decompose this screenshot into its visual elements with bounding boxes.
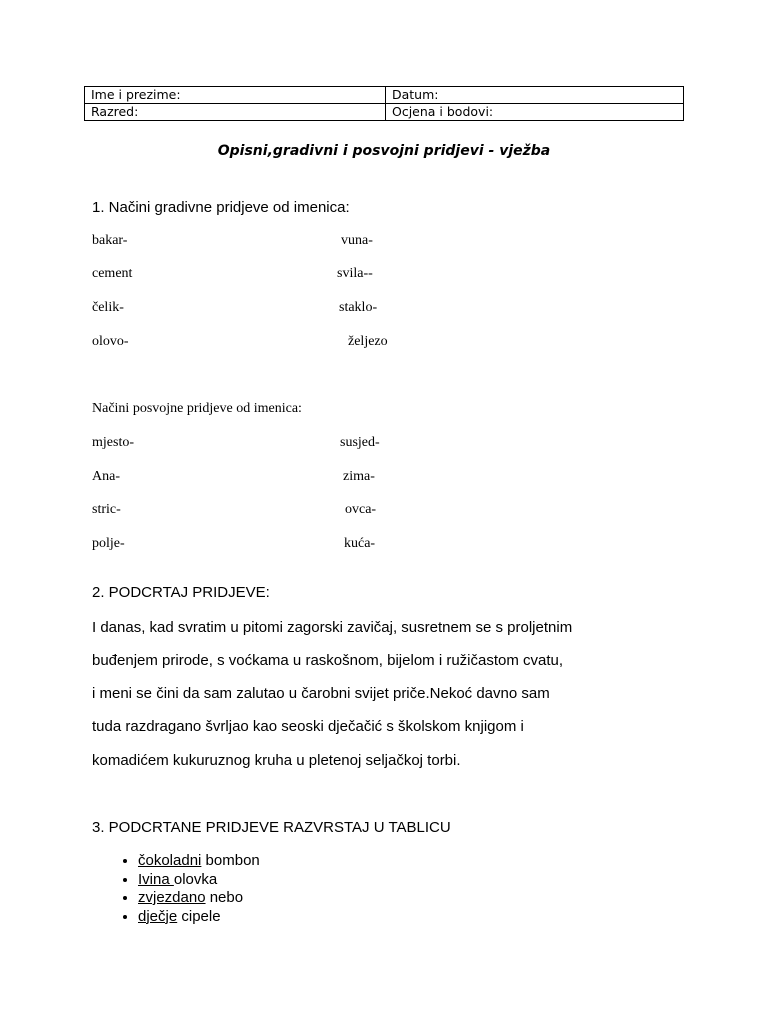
date-label: Datum: (386, 87, 684, 104)
name-label: Ime i prezime: (85, 87, 386, 104)
task1-right-word: staklo- (339, 300, 378, 315)
underlined-adjective: Ivina (138, 870, 174, 888)
noun: nebo (205, 889, 244, 906)
task1-left-word: bakar- (92, 233, 128, 248)
task1b-left-word: Ana- (92, 469, 120, 484)
task1b-right-word: kuća- (344, 536, 376, 551)
paragraph-line: komadićem kukuruznog kruha u pletenoj seljačkoj torbi. (92, 752, 461, 769)
task1b-heading: Načini posvojne pridjeve od imenica: (92, 401, 302, 416)
grade-label: Ocjena i bodovi: (386, 104, 684, 121)
task1b-right-word: ovca- (345, 502, 377, 517)
paragraph-line: I danas, kad svratim u pitomi zagorski zavičaj, susretnem se s proljetnim (92, 619, 573, 636)
task1-left-word: cement (92, 266, 133, 281)
task1-left-word: olovo- (92, 334, 129, 349)
noun: bombon (201, 852, 260, 869)
underlined-adjective: zvjezdano (138, 889, 206, 906)
class-label: Razred: (85, 104, 386, 121)
paragraph-line: tuda razdragano švrljao kao seoski dječačić s školskom knjigom i (92, 718, 524, 735)
task1-right-word: vuna- (341, 233, 373, 248)
task1b-left-word: stric- (92, 502, 121, 517)
task1-heading: 1. Načini gradivne pridjeve od imenica: (92, 199, 350, 216)
adjective-list (96, 852, 260, 926)
list-item (138, 889, 260, 908)
task1b-left-word: polje- (92, 536, 125, 551)
header-row (85, 87, 684, 104)
header-table (84, 86, 684, 121)
task3-heading: 3. PODCRTANE PRIDJEVE RAZVRSTAJ U TABLICU (92, 819, 451, 836)
noun: olovka (173, 870, 218, 888)
noun: cipele (177, 907, 221, 925)
task2-heading: 2. PODCRTAJ PRIDJEVE: (92, 584, 270, 601)
list-item (138, 908, 260, 927)
list-item (138, 852, 260, 871)
task1b-right-word: zima- (343, 469, 375, 484)
task1-right-word: željezo (348, 334, 388, 349)
underlined-adjective: čokoladni (138, 852, 202, 869)
task1b-left-word: mjesto- (92, 435, 134, 450)
task1-right-word: svila-- (337, 266, 373, 281)
underlined-adjective: dječje (138, 907, 178, 925)
paragraph-line: buđenjem prirode, s voćkama u raskošnom, bijelom i ružičastom cvatu, (92, 652, 564, 669)
paragraph-line: i meni se čini da sam zalutao u čarobni svijet priče.Nekoć davno sam (92, 685, 550, 702)
task1-left-word: čelik- (92, 300, 124, 315)
list-item (138, 871, 260, 890)
header-row (85, 104, 684, 121)
task1b-right-word: susjed- (340, 435, 380, 450)
page-title: Opisni,gradivni i posvojni pridjevi - vježba (217, 143, 551, 159)
